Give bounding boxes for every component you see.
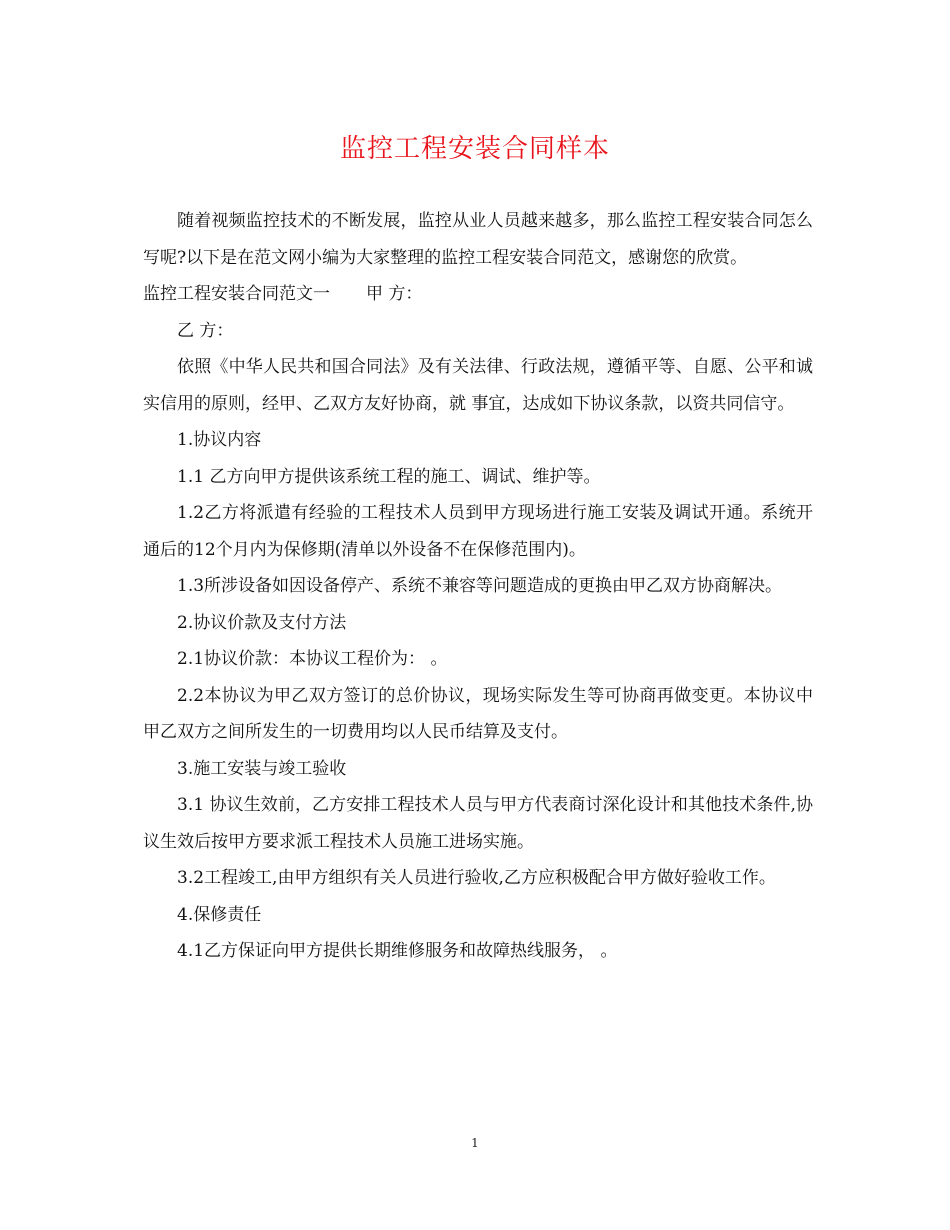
- party-a-label: 甲 方：: [366, 284, 423, 304]
- section-4-heading: 4.保修责任: [177, 904, 262, 925]
- clause-1-1: 1.1 乙方向甲方提供该系统工程的施工、调试、维护等。: [177, 466, 601, 487]
- page-number: 1: [471, 1136, 479, 1150]
- clause-1-2: 1.2乙方将派遣有经验的工程技术人员到甲方现场进行施工安装及调试开通。系统开通后的12个月内为保修期(清单以外设备不在保修范围内)。: [143, 503, 813, 560]
- clause-2-2: 2.2本协议为甲乙双方签订的总价协议，现场实际发生等可协商再做变更。本协议中甲乙双方之间所发生的一切费用均以人民币结算及支付。: [143, 685, 813, 742]
- preamble-paragraph: 依照《中华人民共和国合同法》及有关法律、行政法规，遵循平等、自愿、公平和诚实信用的原则，经甲、乙双方友好协商，就 事宜，达成如下协议条款，以资共同信守。: [143, 357, 813, 414]
- clause-4-1: 4.1乙方保证向甲方提供长期维修服务和故障热线服务， 。: [177, 941, 618, 961]
- clause-3-2: 3.2工程竣工,由甲方组织有关人员进行验收,乙方应积极配合甲方做好验收工作。: [177, 868, 776, 888]
- sample-heading: 监控工程安装合同范文一: [143, 284, 330, 304]
- section-1-heading: 1.协议内容: [177, 430, 262, 450]
- section-2-heading: 2.协议价款及支付方法: [177, 612, 347, 633]
- clause-1-3: 1.3所涉设备如因设备停产、系统不兼容等问题造成的更换由甲乙双方协商解决。: [177, 576, 783, 596]
- party-b-label: 乙 方：: [177, 320, 234, 341]
- section-3-heading: 3.施工安装与竣工验收: [177, 758, 347, 779]
- sample-heading-line: [143, 276, 813, 313]
- document-title: 监控工程安装合同样本: [339, 134, 610, 164]
- clause-3-1: 3.1 协议生效前，乙方安排工程技术人员与甲方代表商讨深化设计和其他技术条件,协议生效后按甲方要求派工程技术人员施工进场实施。: [143, 795, 813, 852]
- clause-2-1: 2.1协议价款：本协议工程价为： 。: [177, 649, 448, 669]
- document-body: [143, 203, 813, 970]
- intro-paragraph: 随着视频监控技术的不断发展，监控从业人员越来越多，那么监控工程安装合同怎么写呢?以下是在范文网小编为大家整理的监控工程安装合同范文，感谢您的欣赏。: [143, 211, 813, 268]
